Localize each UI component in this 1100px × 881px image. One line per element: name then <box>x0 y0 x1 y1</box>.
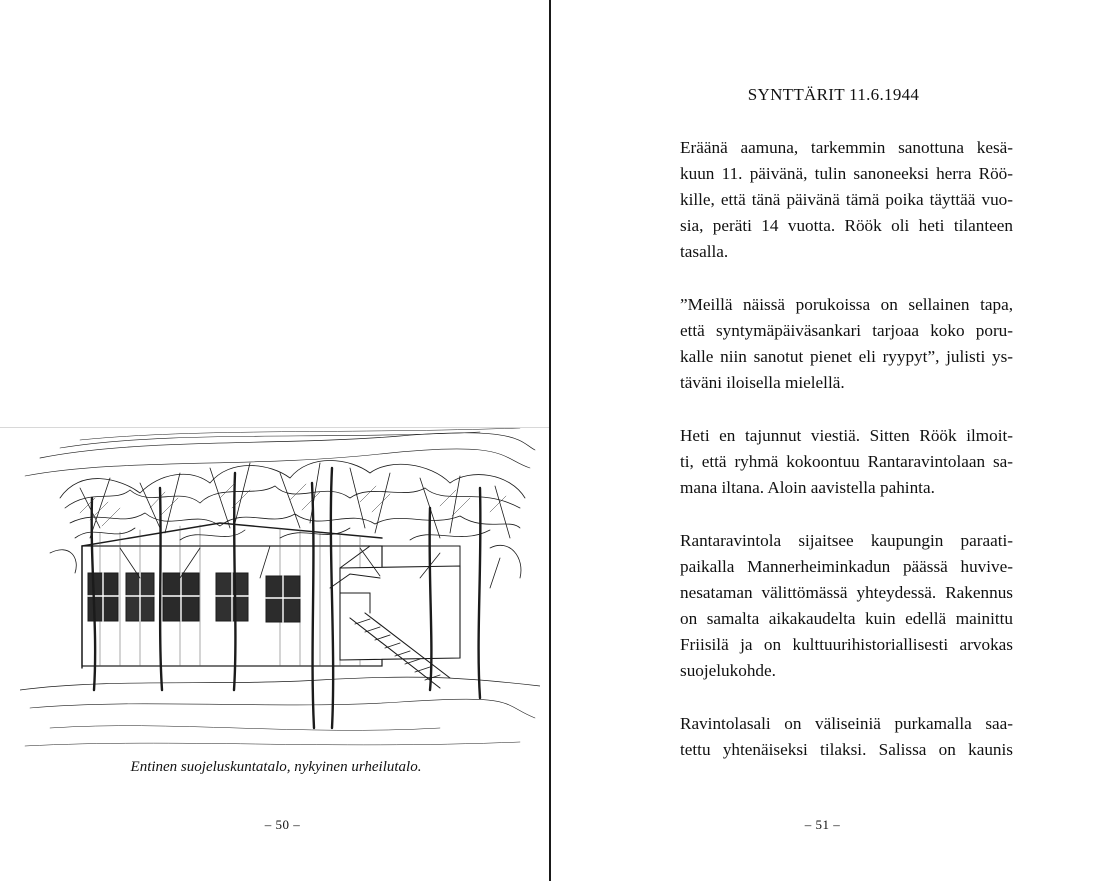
text-line: että syntymäpäiväsankari tarjoaa koko poru- <box>680 321 1013 340</box>
text-line: kuun 11. päivänä, tulin sanoneeksi herra Röö- <box>680 164 1013 183</box>
text-line: tasalla. <box>680 242 729 261</box>
text-line: ti, että ryhmä kokoontuu Rantaravintolaan sa- <box>680 452 1013 471</box>
text-line: Rantaravintola sijaitsee kaupungin paraati- <box>680 531 1013 550</box>
text-line: tettu yhtenäiseksi tilaksi. Salissa on kaunis <box>680 740 1013 759</box>
chapter-title: SYNTTÄRIT 11.6.1944 <box>747 85 920 104</box>
paragraph <box>680 135 1013 265</box>
right-page <box>551 0 1100 881</box>
text-line: kille, että tänä päivänä tämä poika täyttää vuo- <box>680 190 1013 209</box>
text-line: sia, peräti 14 vuotta. Röök oli heti tilanteen <box>680 216 1013 235</box>
text-line: suojelukohde. <box>680 661 776 680</box>
text-line: täväni iloisella mielellä. <box>680 373 845 392</box>
paragraph <box>680 423 1013 501</box>
body-text <box>680 135 1013 790</box>
text-line: ”Meillä näissä porukoissa on sellainen tapa, <box>680 295 1013 314</box>
text-line: on samalta aikakaudelta kuin edellä mainittu <box>680 609 1013 628</box>
paragraph <box>680 711 1013 763</box>
building-sketch-illustration <box>20 428 540 753</box>
page-number-left: – 50 – <box>264 817 301 832</box>
paragraph <box>680 292 1013 396</box>
text-line: kalle niin sanotut pienet eli ryypyt”, julisti ys- <box>680 347 1013 366</box>
page-number-right: – 51 – <box>804 817 841 832</box>
text-line: Eräänä aamuna, tarkemmin sanottuna kesä- <box>680 138 1013 157</box>
text-line: mana iltana. Aloin aavistella pahinta. <box>680 478 935 497</box>
paragraph <box>680 528 1013 684</box>
text-line: Friisilä ja on kulttuurihistoriallisesti arvokas <box>680 635 1013 654</box>
text-line: Heti en tajunnut viestiä. Sitten Röök ilmoit- <box>680 426 1013 445</box>
text-line: nesataman välittömässä yhteydessä. Rakennus <box>680 583 1013 602</box>
left-page <box>0 0 549 881</box>
text-line: Ravintolasali on väliseiniä purkamalla saa- <box>680 714 1013 733</box>
text-line: paikalla Mannerheiminkadun päässä huvive- <box>680 557 1013 576</box>
illustration-caption: Entinen suojeluskuntatalo, nykyinen urheilutalo. <box>130 759 422 775</box>
